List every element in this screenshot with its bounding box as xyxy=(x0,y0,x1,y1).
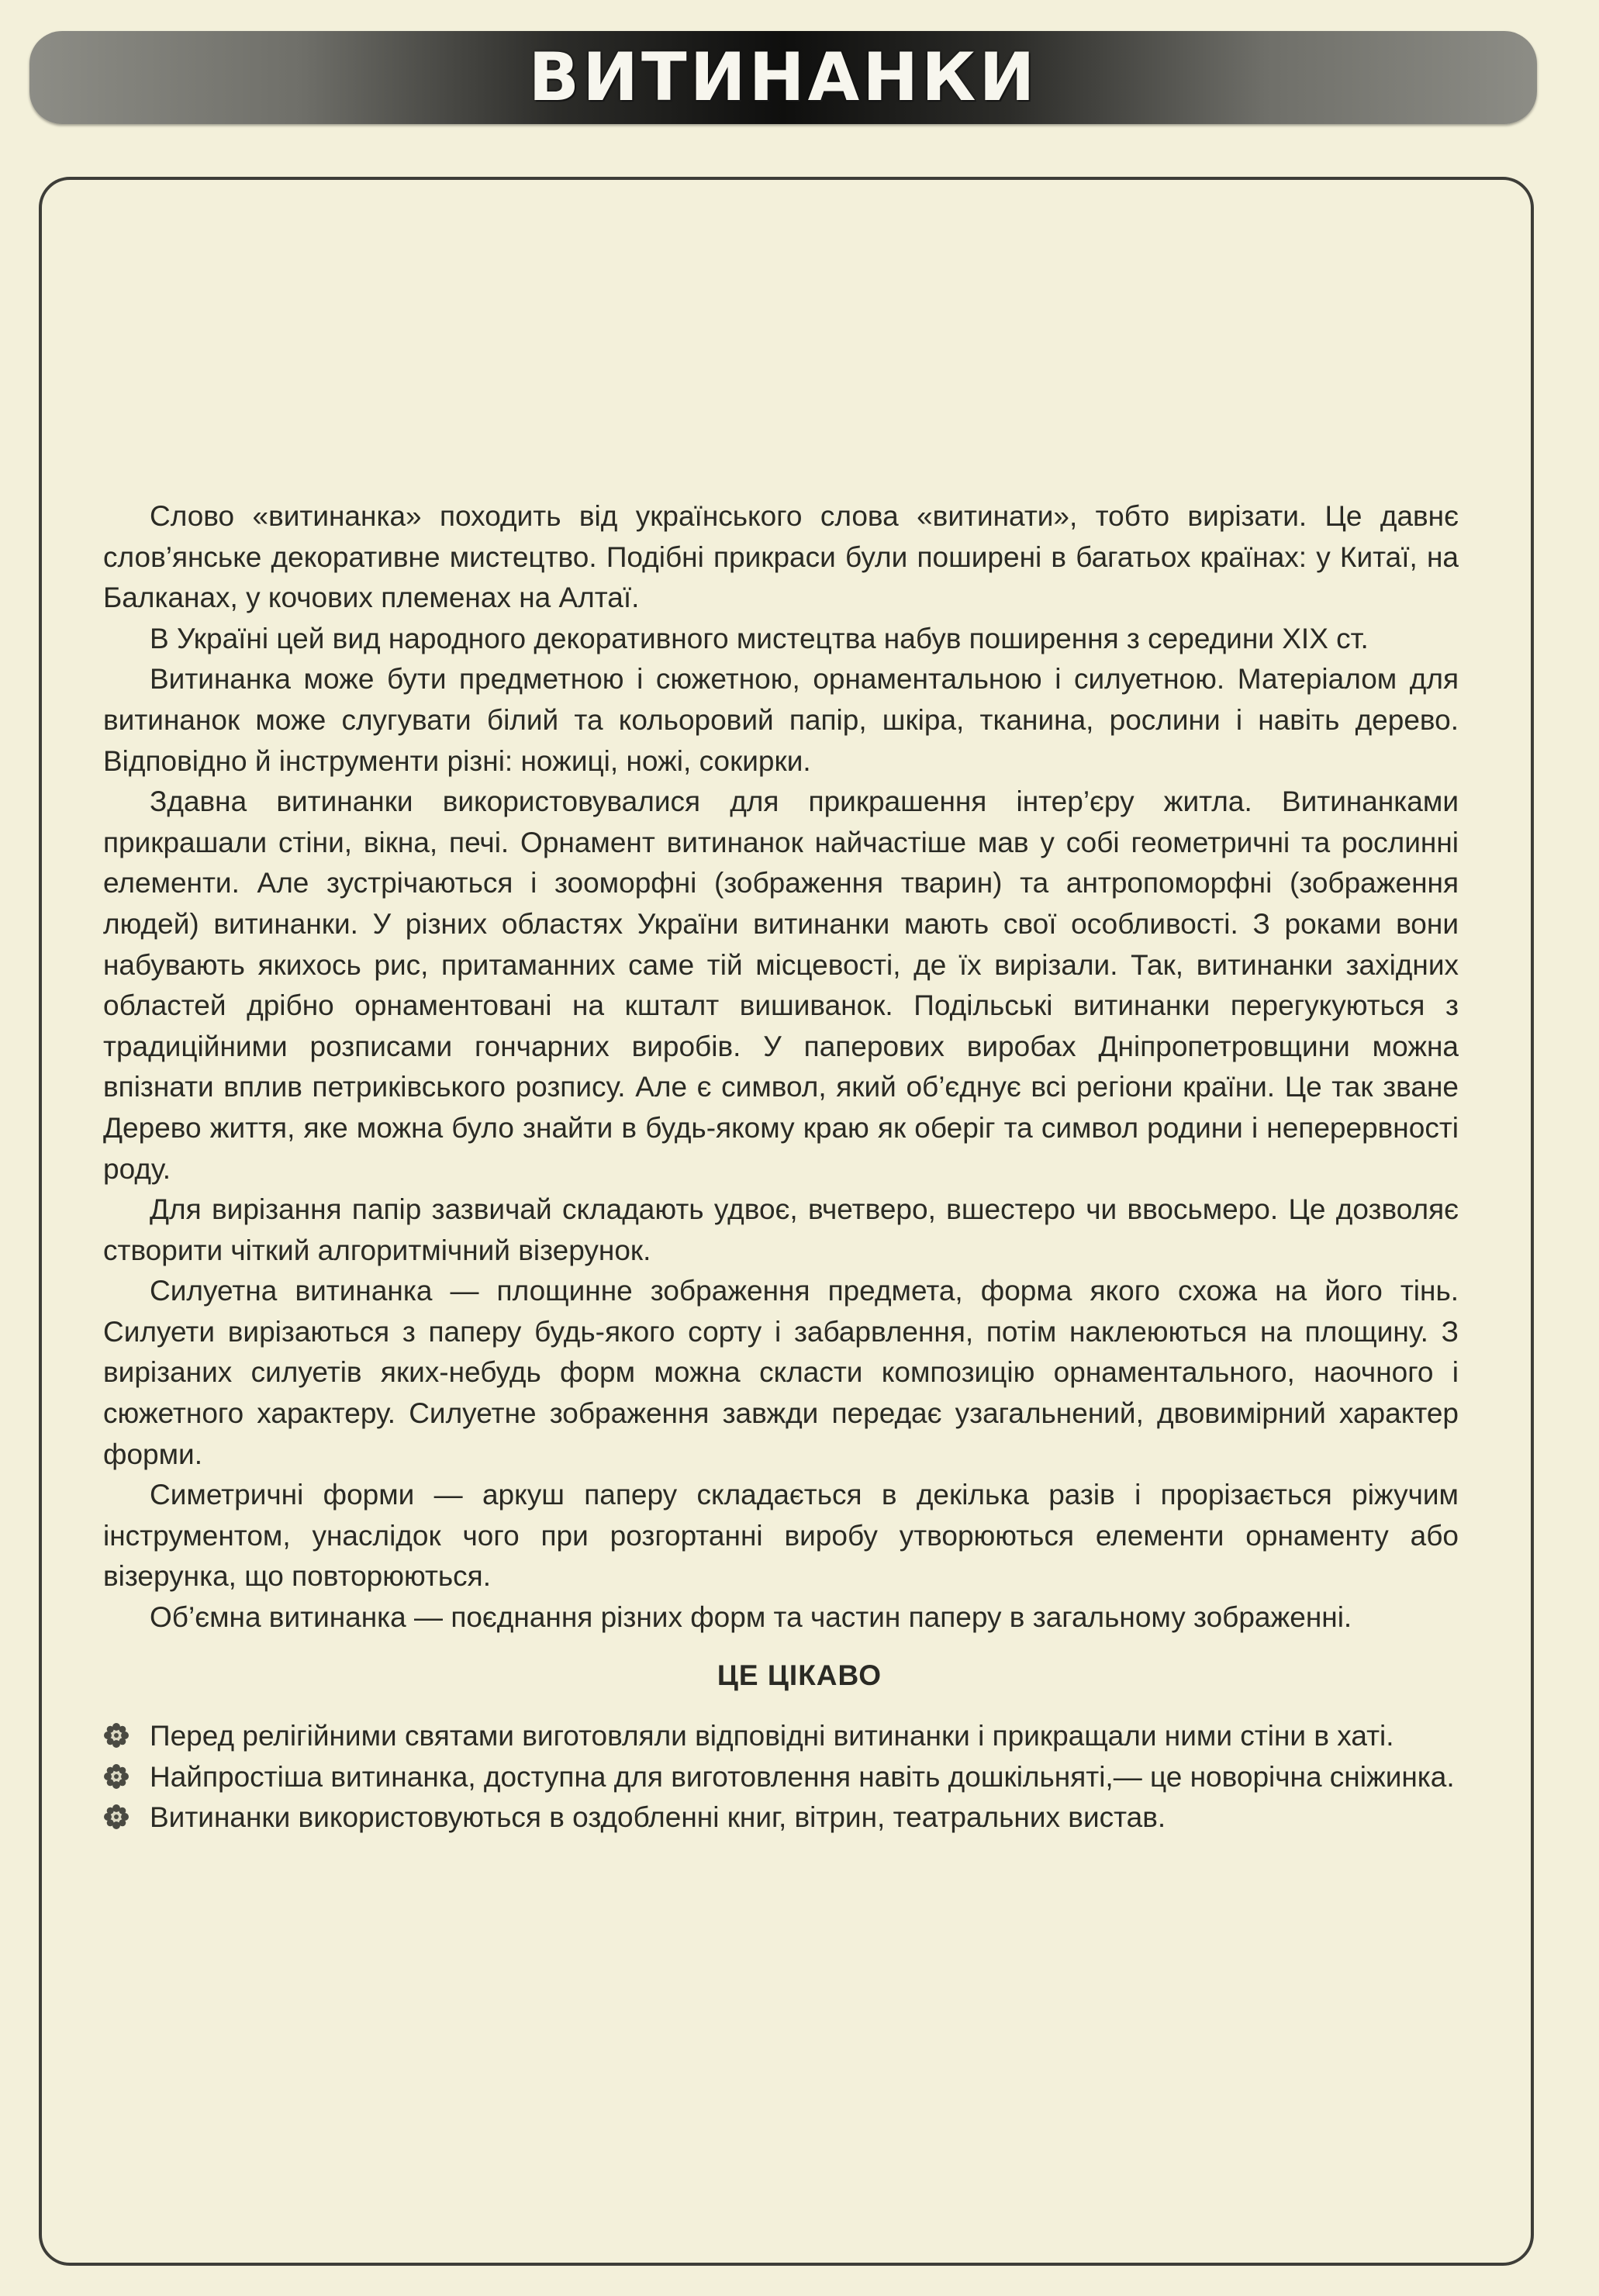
facts-list xyxy=(103,1716,1459,1839)
flower-icon xyxy=(103,1804,130,1830)
fact-text: Витинанки використовуються в оздобленні книг, вітрин, театральних вистав. xyxy=(150,1801,1166,1834)
page-title: ВИТИНАНКИ xyxy=(528,39,1038,116)
article-paragraph: Об’ємна витинанка — поєднання різних форм та частин паперу в загальному зображенні. xyxy=(150,1601,1352,1634)
facts-heading: ЦЕ ЦІКАВО xyxy=(717,1659,882,1691)
list-item xyxy=(103,1797,1459,1839)
flower-icon xyxy=(103,1722,130,1749)
article-paragraph: Симетричні форми — аркуш паперу складається в декілька разів і прорізається ріжучим інструментом, унаслідок чого при розгортанні виробу утворюються елементи орнаменту або візерунка, що повторюються. xyxy=(103,1479,1459,1593)
article-paragraph: Силуетна витинанка — площинне зображення предмета, форма якого схожа на його тінь. Силуети вирізаються з паперу будь-якого сорту і забарвлення, потім наклеюються на площину. З вирізаних силуетів яких-небудь форм можна скласти композицію орнаментального, наочного і сюжетного характеру. Силуетне зображення завжди передає узагальнений, двовимірний характер форми. xyxy=(103,1275,1459,1470)
fact-text: Перед релігійними святами виготовляли відповідні витинанки і прикращали ними стіни в хаті. xyxy=(150,1720,1394,1752)
article-paragraph: Витинанка може бути предметною і сюжетною, орнаментальною і силуетною. Матеріалом для витинанок може слугувати білий та кольоровий папір, шкіра, тканина, рослини і навіть дерево. Відповідно й інструменти різні: ножиці, ножі, сокирки. xyxy=(103,663,1459,777)
article-paragraph: В Україні цей вид народного декоративного мистецтва набув поширення з середини XIX ст. xyxy=(150,622,1369,654)
flower-icon xyxy=(103,1763,130,1790)
list-item xyxy=(103,1716,1459,1757)
title-banner xyxy=(29,31,1537,124)
article-body xyxy=(103,496,1459,1638)
fact-text: Найпростіша витинанка, доступна для виготовлення навіть дошкільняті,— це новорічна сніжинка. xyxy=(150,1760,1455,1793)
article-paragraph: Слово «витинанка» походить від українського слова «витинати», тобто вирізати. Це давнє слов’янське декоративне мистецтво. Подібні прикраси були поширені в багатьох країнах: у Китаї, на Балканах, у кочових племенах на Алтаї. xyxy=(103,500,1459,614)
list-item xyxy=(103,1757,1459,1798)
article-paragraph: Здавна витинанки використовувалися для прикрашення інтер’єру житла. Витинанками прикрашали стіни, вікна, печі. Орнамент витинанок найчастіше мав у собі геометричні та рослинні елементи. Але зустрічаються і зооморфні (зображення тварин) та антропоморфні (зображення людей) витинанки. У різних областях України витинанки мають свої особливості. З роками вони набувають якихось рис, притаманних саме тій місцевості, де їх вирізали. Так, витинанки західних областей дрібно орнаментовані на кшталт вишиванок. Подільські витинанки перегукуються з традиційними розписами гончарних виробів. У паперових виробах Дніпропетровщини можна впізнати вплив петриківського розпису. Але є символ, який об’єднує всі регіони країни. Це так зване Дерево життя, яке можна було знайти в будь-якому краю як оберіг та символ родини і неперервності роду. xyxy=(103,785,1459,1185)
article-paragraph: Для вирізання папір зазвичай складають удвоє, вчетверо, вшестеро чи ввосьмеро. Це дозволяє створити чіткий алгоритмічний візерунок. xyxy=(103,1193,1459,1266)
